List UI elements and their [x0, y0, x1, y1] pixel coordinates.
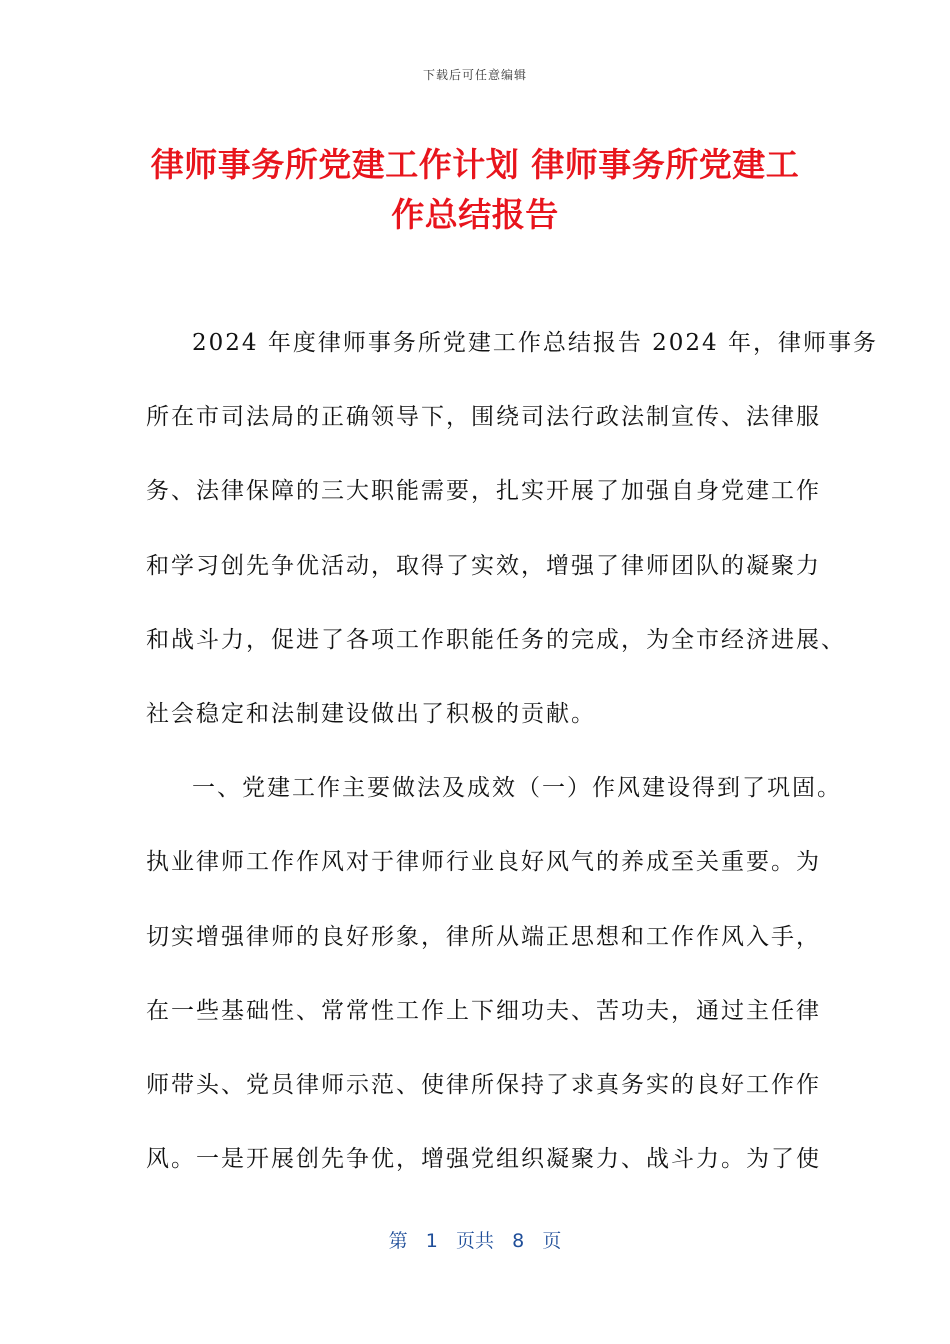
total-pages-number: 8: [512, 1230, 525, 1252]
body-line: 和战斗力，促进了各项工作职能任务的完成，为全市经济进展、: [146, 626, 846, 653]
body-line: 务、法律保障的三大职能需要，扎实开展了加强自身党建工作: [146, 478, 821, 505]
body-line: 和学习创先争优活动，取得了实效，增强了律师团队的凝聚力: [146, 552, 821, 579]
body-line: 所在市司法局的正确领导下，围绕司法行政法制宣传、法律服: [146, 404, 821, 431]
body-line: 一、党建工作主要做法及成效（一）作风建设得到了巩固。: [192, 775, 842, 802]
header-note: 下载后可任意编辑: [422, 68, 527, 82]
body-line: 师带头、党员律师示范、使律所保持了求真务实的良好工作作: [146, 1071, 821, 1098]
body-line: 2024 年度律师事务所党建工作总结报告 2024 年，律师事务: [192, 330, 878, 356]
body-line: 风。一是开展创先争优，增强党组织凝聚力、战斗力。为了使: [146, 1146, 821, 1173]
current-page-number: 1: [425, 1230, 438, 1252]
title-line-1: 律师事务所党建工作计划 律师事务所党建工: [150, 145, 800, 184]
document-body: [146, 318, 878, 1208]
page-label-middle: 页共: [455, 1230, 494, 1252]
page-label-prefix: 第: [388, 1230, 408, 1252]
document-title: [120, 140, 830, 240]
body-line: 切实增强律师的良好形象，律所从端正思想和工作作风入手，: [146, 923, 821, 950]
title-line-2: 作总结报告: [391, 195, 559, 234]
page-footer: [0, 1226, 950, 1253]
body-line: 社会稳定和法制建设做出了积极的贡献。: [146, 700, 596, 727]
page-label-suffix: 页: [542, 1230, 562, 1252]
body-line: 执业律师工作作风对于律师行业良好风气的养成至关重要。为: [146, 849, 821, 876]
body-line: 在一些基础性、常常性工作上下细功夫、苦功夫，通过主任律: [146, 997, 821, 1024]
